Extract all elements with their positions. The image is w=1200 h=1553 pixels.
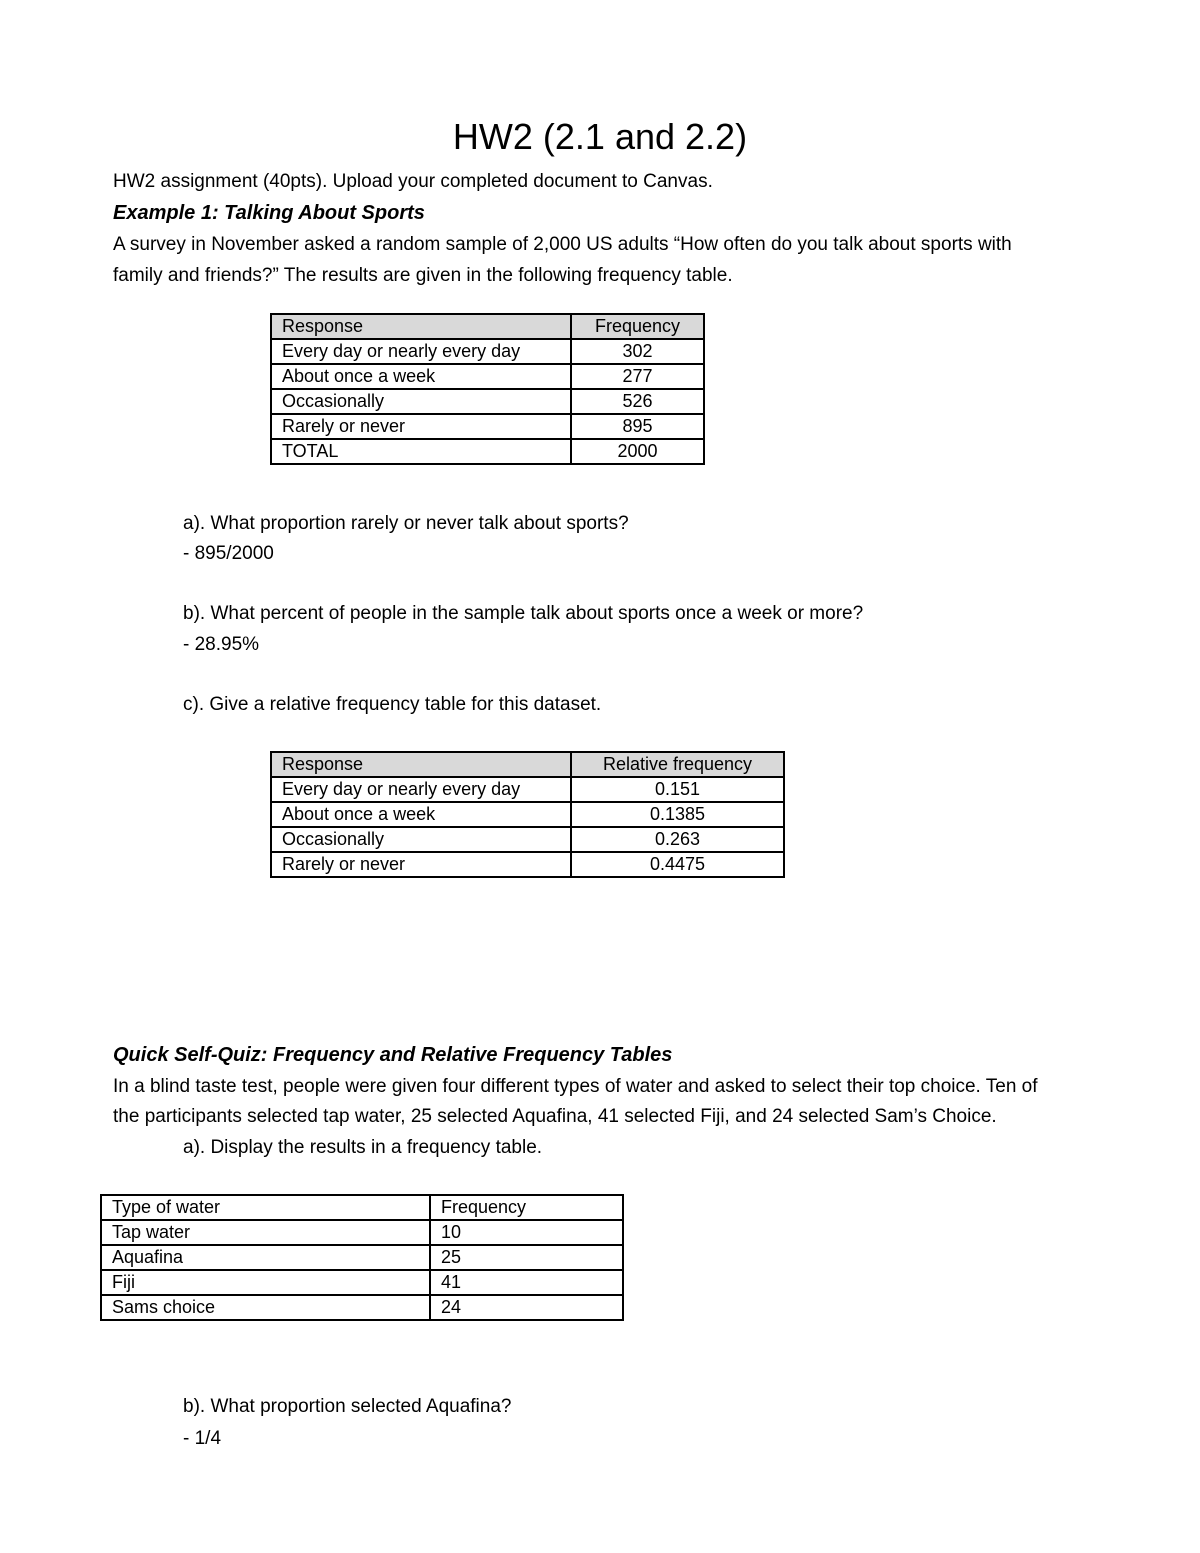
cell-relative-frequency: 0.151 [571,777,784,802]
cell-water-type: Sams choice [101,1295,430,1320]
table-header-row [101,1195,623,1220]
table-row [101,1220,623,1245]
cell-frequency: 25 [430,1245,623,1270]
table-row [101,1245,623,1270]
quiz-question-a: a). Display the results in a frequency table. [183,1137,543,1158]
page-title: HW2 (2.1 and 2.2) [452,116,748,157]
table-row [271,339,704,364]
table-row [101,1295,623,1320]
answer-a: - 895/2000 [183,543,274,564]
cell-response: About once a week [271,802,571,827]
question-a: a). What proportion rarely or never talk about sports? [183,513,629,534]
header-frequency: Frequency [430,1195,623,1220]
cell-relative-frequency: 0.263 [571,827,784,852]
example1-heading: Example 1: Talking About Sports [113,202,425,224]
relative-frequency-table [270,751,785,878]
cell-response: TOTAL [271,439,571,464]
quiz-text-line2: the participants selected tap water, 25 selected Aquafina, 41 selected Fiji, and 24 selected Sam’s Choice. [113,1106,997,1127]
example1-text-line1: A survey in November asked a random sample of 2,000 US adults “How often do you talk about sports with [113,234,1012,255]
cell-water-type: Tap water [101,1220,430,1245]
answer-b: - 28.95% [183,634,260,655]
intro-text: HW2 assignment (40pts). Upload your completed document to Canvas. [113,171,713,192]
cell-response: Rarely or never [271,414,571,439]
header-type-of-water: Type of water [101,1195,430,1220]
header-frequency: Frequency [571,314,704,339]
sports-frequency-table [270,313,705,465]
quiz-answer-b: - 1/4 [183,1428,222,1449]
table-row [101,1270,623,1295]
quiz-heading: Quick Self-Quiz: Frequency and Relative Frequency Tables [113,1044,673,1066]
cell-frequency: 526 [571,389,704,414]
cell-response: About once a week [271,364,571,389]
table-row [271,777,784,802]
table-row [271,827,784,852]
cell-frequency: 41 [430,1270,623,1295]
quiz-question-b: b). What proportion selected Aquafina? [183,1396,512,1417]
table-row [271,852,784,877]
water-frequency-table [100,1194,624,1321]
header-response: Response [271,314,571,339]
cell-response: Occasionally [271,827,571,852]
table-row [271,389,704,414]
cell-frequency: 302 [571,339,704,364]
cell-relative-frequency: 0.4475 [571,852,784,877]
table-header-row [271,752,784,777]
question-b: b). What percent of people in the sample talk about sports once a week or more? [183,603,864,624]
header-response: Response [271,752,571,777]
cell-water-type: Fiji [101,1270,430,1295]
cell-frequency: 10 [430,1220,623,1245]
table-row [271,802,784,827]
table-row-total [271,439,704,464]
table-header-row [271,314,704,339]
cell-response: Every day or nearly every day [271,777,571,802]
cell-frequency: 895 [571,414,704,439]
header-relative-frequency: Relative frequency [571,752,784,777]
example1-text-line2: family and friends?” The results are given in the following frequency table. [113,265,733,286]
cell-relative-frequency: 0.1385 [571,802,784,827]
quiz-text-line1: In a blind taste test, people were given four different types of water and asked to select their top choice. Ten of [113,1076,1038,1097]
cell-frequency: 24 [430,1295,623,1320]
cell-response: Every day or nearly every day [271,339,571,364]
cell-response: Occasionally [271,389,571,414]
table-row [271,364,704,389]
cell-response: Rarely or never [271,852,571,877]
table-row [271,414,704,439]
cell-water-type: Aquafina [101,1245,430,1270]
cell-frequency: 2000 [571,439,704,464]
question-c: c). Give a relative frequency table for this dataset. [183,694,602,715]
cell-frequency: 277 [571,364,704,389]
